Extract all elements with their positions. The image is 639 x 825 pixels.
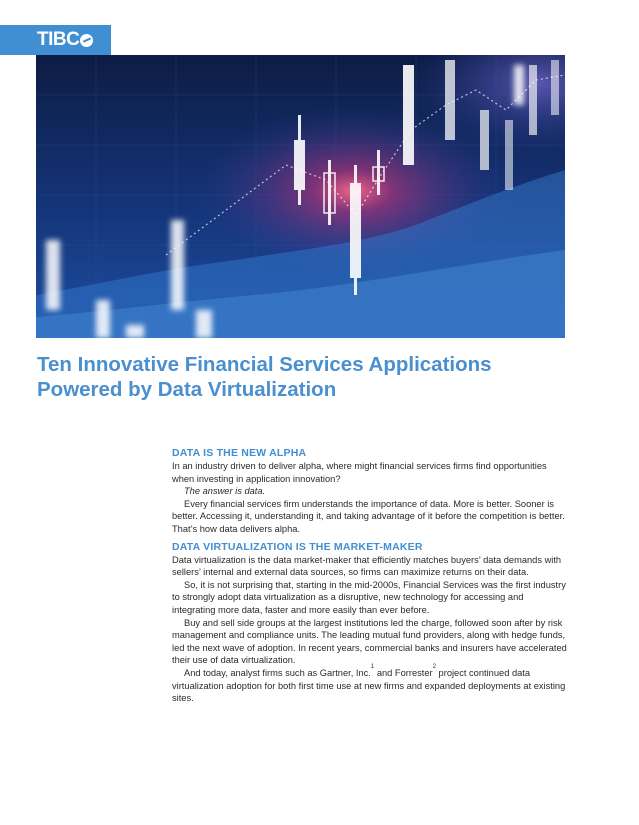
paragraph-analysts <box>172 663 567 705</box>
page-title <box>37 352 597 402</box>
candlestick-chart-image-icon <box>36 55 565 338</box>
paragraph: In an industry driven to deliver alpha, where might financial services firms find opportunities when investing in application innovation? <box>172 461 547 484</box>
body-content <box>172 446 567 705</box>
logo-wordmark <box>37 29 93 51</box>
title-line-1: Ten Innovative Financial Services Applications <box>37 353 492 376</box>
text-run: and Forrester <box>374 667 433 678</box>
paragraph: So, it is not surprising that, starting in the mid-2000s, Financial Services was the first industry to strongly adopt data virtualization as a disruptive, new technology for accessing and integrating more data, faster and more easily than ever before. <box>172 579 566 615</box>
section-heading-market-maker: DATA VIRTUALIZATION IS THE MARKET-MAKER <box>172 540 423 553</box>
tibco-logo <box>0 25 111 55</box>
logo-text: TIBC <box>37 29 80 50</box>
paragraph-answer: The answer is data. <box>184 486 266 497</box>
paragraph: Buy and sell side groups at the largest institutions led the charge, followed soon after by risk management and compliance units. The leading mutual fund providers, along with hedge funds, led the next wave of adoption. In recent years, commercial banks and insurers have accelerated their use of data virtualization. <box>172 617 567 666</box>
logo-o-mark-icon <box>80 34 93 47</box>
paragraph: Data virtualization is the data market-maker that efficiently matches buyers’ data demands with sellers’ internal and external data sources, so firms can maximize returns on their data. <box>172 554 562 578</box>
section-heading-alpha: DATA IS THE NEW ALPHA <box>172 447 307 459</box>
text-run: project continued data virtualization adoption for both first time use at new firms and expanded deployments at existing sites. <box>172 667 566 704</box>
footnote-ref: 2 <box>432 663 436 670</box>
title-line-2: Powered by Data Virtualization <box>37 378 337 401</box>
text-run: And today, analyst firms such as Gartner, Inc. <box>184 667 371 678</box>
hero-image <box>36 55 565 338</box>
paragraph: Every financial services firm understands the importance of data. More is better. Sooner is better. Accessing it, understanding it, and taking advantage of it before the competition is better. That’s how data delivers alpha. <box>172 498 565 534</box>
footnote-ref: 1 <box>370 663 375 670</box>
